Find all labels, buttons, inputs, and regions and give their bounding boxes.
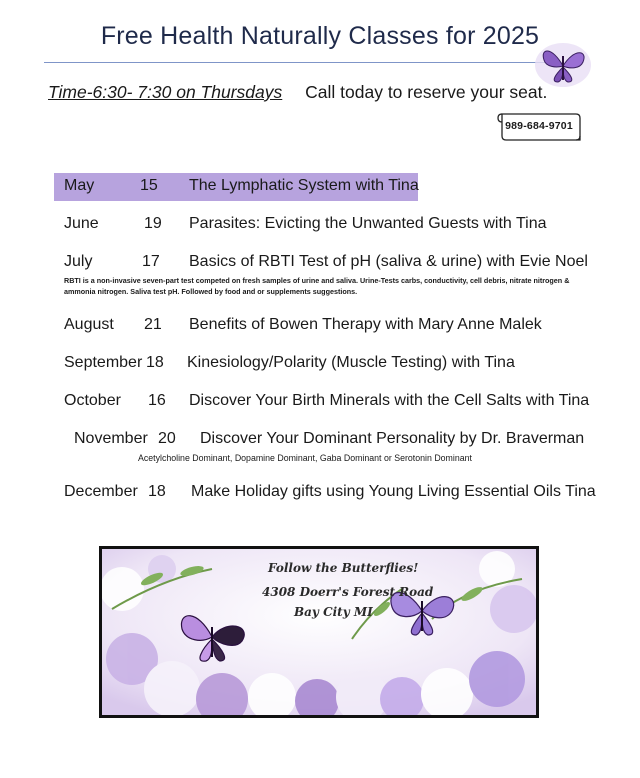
class-day: 18 [148,483,166,500]
class-month: August [64,316,114,333]
personality-note: Acetylcholine Dominant, Dopamine Dominant, Gaba Dominant or Serotonin Dominant [138,453,472,463]
class-topic: Kinesiology/Polarity (Muscle Testing) with Tina [187,354,515,371]
class-day: 16 [148,392,166,409]
class-month: June [64,215,99,232]
rbti-note: RBTI is a non-invasive seven-part test competed on fresh samples of urine and saliva. Urine-Tests carbs, conductivity, cell debris, nitrate nitrogen & ammonia nitrogen. Saliva test pH. Followed by food and or supplements suggestions. [64,276,570,296]
class-topic: Benefits of Bowen Therapy with Mary Anne Malek [189,316,542,333]
class-month: July [64,253,93,270]
class-month: May [64,177,95,194]
reserve-call-text: Call today to reserve your seat. [305,82,548,102]
class-day: 17 [142,253,160,270]
phone-number[interactable]: 989-684-9701 [505,120,573,132]
class-topic: Discover Your Birth Minerals with the Cell Salts with Tina [189,392,590,409]
class-month: November [74,430,148,447]
page-title: Free Health Naturally Classes for 2025 [100,22,540,50]
banner-slogan: Follow the Butterflies! [268,561,419,575]
class-topic: Basics of RBTI Test of pH (saliva & urine) with Evie Noel [189,253,588,270]
class-month: December [64,483,138,500]
class-day: 21 [144,316,162,333]
class-topic: The Lymphatic System with Tina [189,177,419,194]
banner-city: Bay City MI [294,605,373,619]
class-day: 19 [144,215,162,232]
class-day: 20 [158,430,176,447]
title-divider [44,62,564,63]
class-time-line [48,82,547,103]
banner-address: 4308 Doerr's Forest Road [262,585,434,599]
location-banner [99,546,539,718]
class-month: October [64,392,121,409]
class-day: 15 [140,177,158,194]
class-day: 18 [146,354,164,371]
class-topic: Discover Your Dominant Personality by Dr. Braverman [200,430,585,447]
class-time: Time-6:30- 7:30 on Thursdays [48,82,283,102]
phone-scroll [496,110,582,144]
class-month: September [64,354,143,371]
class-topic: Parasites: Evicting the Unwanted Guests with Tina [189,215,547,232]
class-topic: Make Holiday gifts using Young Living Essential Oils Tina [191,483,596,500]
